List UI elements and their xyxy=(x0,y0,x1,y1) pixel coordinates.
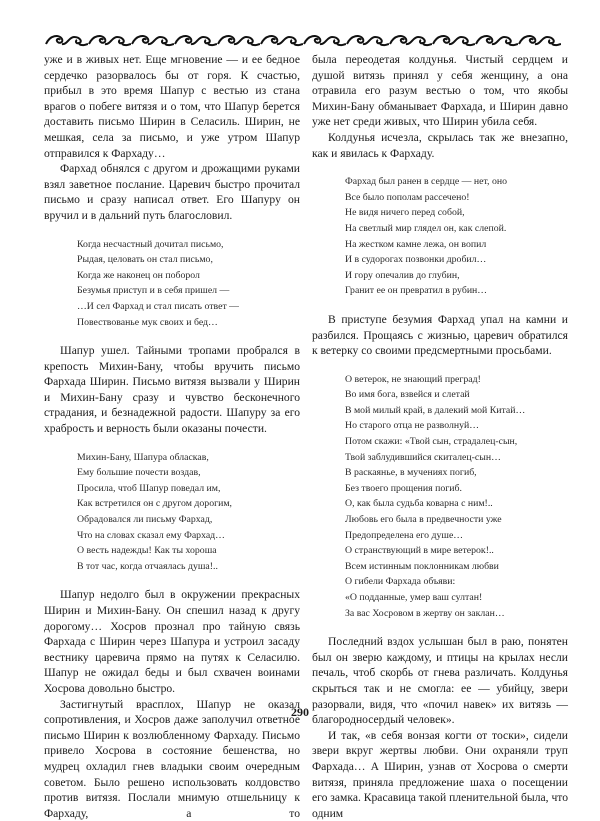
verse-line: Когда несчастный дочитал письмо, xyxy=(77,238,224,250)
verse-line: Когда же наконец он поборол xyxy=(77,269,200,281)
verse-line: Михин-Бану, Шапура обласкав, xyxy=(77,451,209,463)
verse-line: О весть надежды! Как ты хороша xyxy=(77,545,217,557)
verse-line: Во имя бога, взвейся и слетай xyxy=(345,389,470,401)
paragraph: И так, «в себя вонзая когти от тоски», сидели звери вкруг жертвы любви. Они охраняли труп Фархада… А Ширин, узнав от Хосрова о смерти витязя, приняла предложение шаха о посещении его замка. Красавица такой пленительной была, что одним xyxy=(312,728,568,820)
verse-line: В раскаянье, в мучениях погиб, xyxy=(345,467,477,479)
verse-line: В тот час, когда отчаялась душа!.. xyxy=(77,560,218,572)
verse-line: Гранит ее он превратил в рубин… xyxy=(345,285,488,297)
page-number: 290 xyxy=(291,705,309,719)
verse-block xyxy=(77,237,300,331)
verse-line: О, как была судьба коварна с ним!.. xyxy=(345,498,493,510)
decorative-ornament-border xyxy=(45,33,561,47)
paragraph: Последний вздох услышан был в раю, понятен был он зверю каждому, и птицы на крылах несли печаль, чтоб скорбь от гнева различать. Колдунья скрыться так и не смогла: ее — убийцу, звери разорвали, видя, что «почил навек» их витязь — благородносердый человек». xyxy=(312,635,568,727)
paragraph: Фархад обнялся с другом и дрожащими руками взял заветное послание. Царевич быстро прочитал письмо и сразу написал ответ. Его Шапуру он вручил и в дальний путь благословил. xyxy=(44,162,300,222)
verse-line: Что на словах сказал ему Фархад… xyxy=(77,529,225,541)
verse-line: «О подданные, умер ваш султан! xyxy=(345,592,483,603)
verse-line: Как встретился он с другом дорогим, xyxy=(77,498,233,510)
verse-line: …И сел Фархад и стал писать ответ — xyxy=(77,300,239,312)
verse-block xyxy=(345,174,568,299)
verse-line: О ветерок, не знающий преград! xyxy=(345,373,481,385)
verse-line: В мой милый край, в далекий мой Китай… xyxy=(345,404,526,416)
verse-line: Фархад был ранен в сердце — нет, оно xyxy=(345,176,507,188)
verse-line: Любовь его была в предвечности уже xyxy=(345,514,502,526)
verse-line: Потом скажи: «Твой сын, страдалец-сын, xyxy=(345,436,518,448)
verse-line: Предопределена его душе… xyxy=(345,529,464,541)
paragraph: уже и в живых нет. Еще мгновение — и ее бедное сердечко разорвалось бы от горя. К счастью, прибыл в это время Шапур с вестью из стана врагов о побеге витязя и о том, что Шапур берется доставить письмо Ширин в Селасиль. Ширин, не мешкая, села за письмо, и уже утром Шапур отправился к Фархаду… xyxy=(44,53,300,160)
paragraph: Шапур недолго был в окружении прекрасных Ширин и Михин-Бану. Он спешил назад к другу дорогому… Хосров прознал про тайную связь Фархада с Ширин через Шапура и устроил засаду вестнику царевича прямо на путях к Селасилю. Шапур не ожидал беды и был схвачен воинами Хосрова довольно быстро. xyxy=(44,588,300,695)
paragraph: была переодетая колдунья. Чистый сердцем и душой витязь принял у себя женщину, а она отравила его разум вестью о том, что якобы Михин-Бану обманывает Фархада, и Ширин давно уже нет среди живых, что Ширин убила себя. xyxy=(312,53,568,129)
paragraph: Шапур ушел. Тайными тропами пробрался в крепость Михин-Бану, чтобы вручить письмо Фархада Ширин. Письмо витязя вызвали у Ширин и Михин-Бану сразу и чувство бесконечного страдания, и безнадежной радости. Шапуру за его храбрость и верность были оказаны почести. xyxy=(44,344,300,436)
verse-line: Но старого отца не разволнуй… xyxy=(345,420,480,432)
verse-line: И в судорогах позвонки дробил… xyxy=(345,254,487,266)
verse-line: Твой заблудившийся скиталец-сын… xyxy=(345,451,501,463)
verse-line: Обрадовался ли письму Фархад, xyxy=(77,514,213,526)
verse-line: На светлый мир глядел он, как слепой. xyxy=(345,222,507,234)
verse-block xyxy=(345,372,568,622)
verse-line: О странствующий в мире ветерок!.. xyxy=(345,545,494,557)
verse-line: Просила, чтоб Шапур поведал им, xyxy=(77,482,221,494)
verse-line: О гибели Фархада объяви: xyxy=(345,576,456,588)
verse-line: Не видя ничего перед собой, xyxy=(345,207,465,219)
verse-line: Без твоего прощения погиб. xyxy=(345,482,462,494)
verse-line: Рыдая, целовать он стал письмо, xyxy=(77,254,213,266)
paragraph: Застигнутый врасплох, Шапур не оказал сопротивления, и Хосров даже заполучил ответное письмо Ширин к возлюбленному Фархаду. Письмо привело Хосрова в состояние бешенства, но мудрец охладил гнев владыки своим очередным советом. Было решено использовать колдовство против витязя. Послали мнимую отшельницу к Фархаду, а то xyxy=(44,697,300,820)
verse-block xyxy=(77,450,300,575)
verse-line: На жестком камне лежа, он вопил xyxy=(345,238,487,250)
verse-line: За вас Хосровом в жертву он заклан… xyxy=(345,607,505,619)
verse-line: Всем истинным поклонникам любви xyxy=(345,560,499,572)
verse-line: Безумья приступ и в себя пришел — xyxy=(77,285,230,297)
paragraph: Колдунья исчезла, скрылась так же внезапно, как и явилась к Фархаду. xyxy=(312,130,568,160)
verse-line: Повествованье мук своих и бед… xyxy=(77,316,218,328)
verse-line: Все было пополам рассечено! xyxy=(345,191,470,203)
verse-line: Ему большие почести воздав, xyxy=(77,467,201,479)
verse-line: И гору опечалив до глубин, xyxy=(345,269,460,281)
paragraph: В приступе безумия Фархад упал на камни и разбился. Прощаясь с жизнью, царевич обратился к ветерку со своими предсмертными просьбами. xyxy=(312,312,568,358)
